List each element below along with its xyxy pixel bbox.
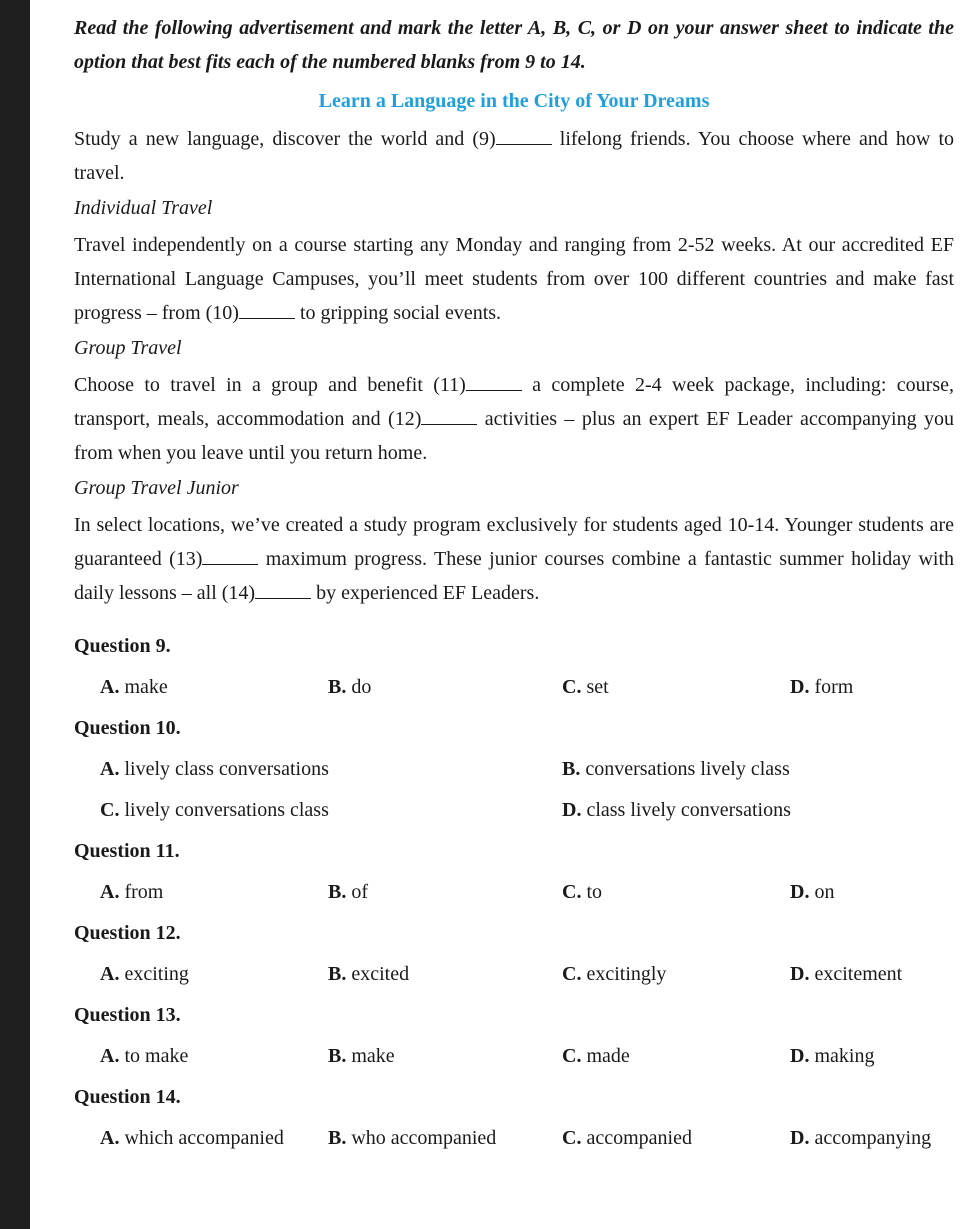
q12-option-c[interactable]: C. excitingly bbox=[562, 963, 667, 985]
individual-text-post: to gripping social events. bbox=[294, 302, 502, 324]
question-10-label: Question 10. bbox=[74, 717, 181, 739]
group-text-pre: Choose to travel in a group and benefit (11) bbox=[74, 374, 466, 396]
q14-option-b[interactable]: B. who accompanied bbox=[328, 1127, 497, 1149]
question-10-options-row1 bbox=[74, 749, 954, 790]
individual-text-pre: Travel independently on a course starting any Monday and ranging from 2-52 weeks. At our accredited EF International Language Campuses, you’ll meet students from over 100 different countries and make fast progress – from (10) bbox=[74, 234, 954, 324]
question-12-label: Question 12. bbox=[74, 922, 181, 944]
junior-text-mid: maximum progress. These junior courses combine a fantastic summer holiday with daily lessons – all (14) bbox=[74, 548, 955, 604]
q14-option-a[interactable]: A. which accompanied bbox=[100, 1127, 284, 1149]
q11-option-c[interactable]: C. to bbox=[562, 881, 603, 903]
q10-option-c[interactable]: C. lively conversations class bbox=[100, 799, 329, 821]
blank-14 bbox=[255, 582, 311, 599]
group-travel-junior-heading: Group Travel Junior bbox=[74, 477, 239, 499]
instruction-text: Read the following advertisement and mark the letter A, B, C, or D on your answer sheet to indicate the option that best fits each of the numbered blanks from 9 to 14. bbox=[74, 17, 954, 73]
q9-option-d[interactable]: D. form bbox=[790, 676, 854, 698]
individual-travel-paragraph bbox=[74, 228, 954, 330]
question-11-label: Question 11. bbox=[74, 840, 180, 862]
q14-option-c[interactable]: C. accompanied bbox=[562, 1127, 692, 1149]
intro-paragraph bbox=[74, 122, 954, 190]
question-13-options bbox=[74, 1036, 954, 1077]
blank-13 bbox=[202, 548, 258, 565]
q13-option-d[interactable]: D. making bbox=[790, 1045, 875, 1067]
junior-text-pre: In select locations, we’ve created a study program exclusively for students aged 10-14. Younger students are guaranteed (13) bbox=[74, 514, 954, 570]
worksheet-content bbox=[74, 0, 954, 1159]
questions-section bbox=[74, 626, 954, 1159]
q13-option-c[interactable]: C. made bbox=[562, 1045, 630, 1067]
intro-text-pre: Study a new language, discover the world and (9) bbox=[74, 128, 496, 150]
q12-option-b[interactable]: B. excited bbox=[328, 963, 410, 985]
q11-option-b[interactable]: B. of bbox=[328, 881, 369, 903]
junior-text-post: by experienced EF Leaders. bbox=[311, 582, 540, 604]
group-travel-junior-paragraph bbox=[74, 508, 954, 610]
question-9-label: Question 9. bbox=[74, 635, 171, 657]
individual-travel-heading: Individual Travel bbox=[74, 197, 213, 219]
blank-12 bbox=[421, 408, 477, 425]
question-9-options bbox=[74, 667, 954, 708]
question-10-options-row2 bbox=[74, 790, 954, 831]
group-text-mid: a complete 2-4 week package, including: course, transport, meals, accommodation and (12) bbox=[74, 374, 954, 430]
blank-10 bbox=[239, 302, 295, 319]
advertisement-title: Learn a Language in the City of Your Dreams bbox=[318, 90, 710, 112]
blank-9 bbox=[496, 128, 552, 145]
q10-option-a[interactable]: A. lively class conversations bbox=[100, 758, 329, 780]
q9-option-c[interactable]: C. set bbox=[562, 676, 609, 698]
q9-option-a[interactable]: A. make bbox=[100, 676, 168, 698]
q12-option-a[interactable]: A. exciting bbox=[100, 963, 189, 985]
question-14-label: Question 14. bbox=[74, 1086, 181, 1108]
q10-option-b[interactable]: B. conversations lively class bbox=[562, 758, 790, 780]
q12-option-d[interactable]: D. excitement bbox=[790, 963, 903, 985]
q9-option-b[interactable]: B. do bbox=[328, 676, 372, 698]
q11-option-d[interactable]: D. on bbox=[790, 881, 835, 903]
question-12-options bbox=[74, 954, 954, 995]
worksheet-page bbox=[30, 0, 976, 1229]
q13-option-b[interactable]: B. make bbox=[328, 1045, 395, 1067]
blank-11 bbox=[466, 374, 522, 391]
group-travel-paragraph bbox=[74, 368, 954, 470]
group-travel-heading: Group Travel bbox=[74, 337, 182, 359]
question-11-options bbox=[74, 872, 954, 913]
question-13-label: Question 13. bbox=[74, 1004, 181, 1026]
q10-option-d[interactable]: D. class lively conversations bbox=[562, 799, 791, 821]
group-text-post: activities – plus an expert EF Leader accompanying you from when you leave until you return home. bbox=[74, 408, 954, 464]
q11-option-a[interactable]: A. from bbox=[100, 881, 164, 903]
q14-option-d[interactable]: D. accompanying bbox=[790, 1127, 932, 1149]
intro-text-post: lifelong friends. You choose where and how to travel. bbox=[74, 128, 955, 184]
question-14-options bbox=[74, 1118, 954, 1159]
q13-option-a[interactable]: A. to make bbox=[100, 1045, 189, 1067]
